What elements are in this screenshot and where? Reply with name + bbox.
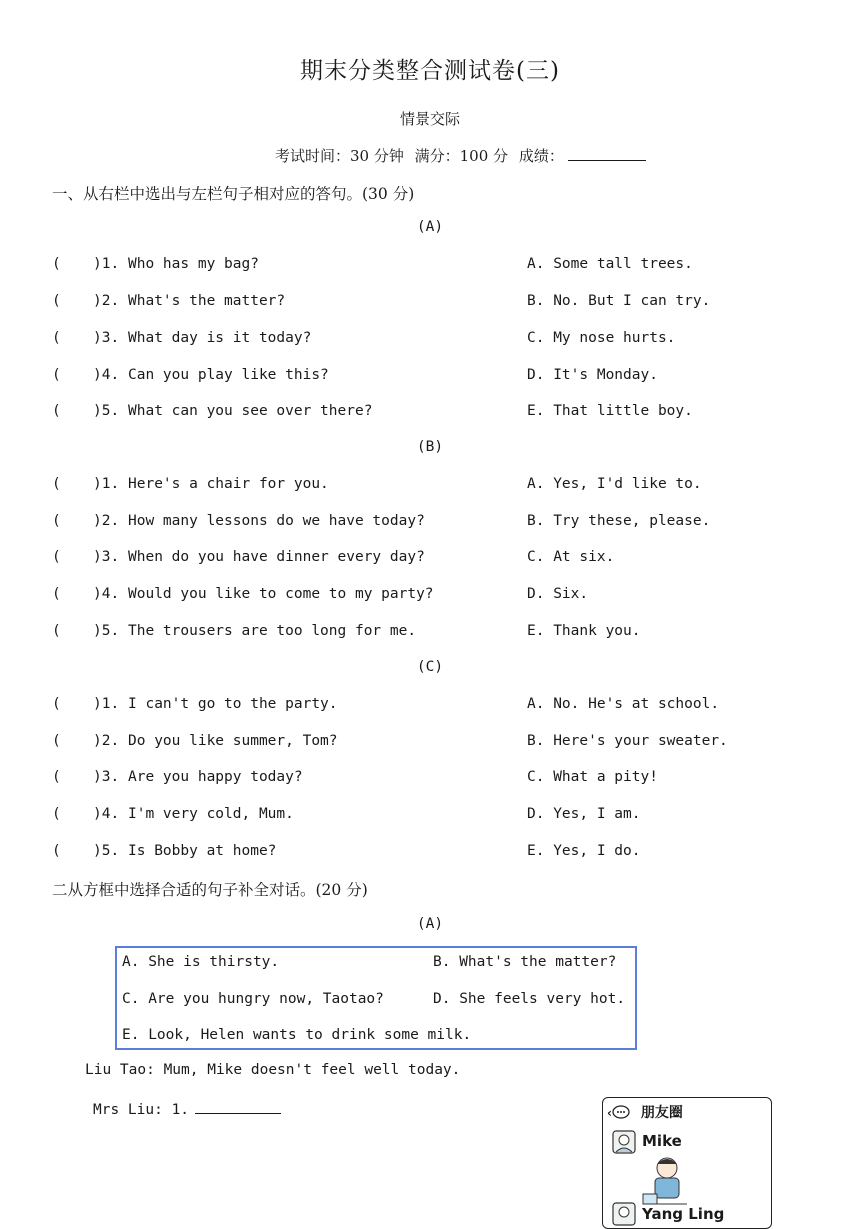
question-number: )4. [93,806,120,822]
answer-option: D. It's Monday. [527,367,658,383]
question-text: Are you happy today? [128,769,303,785]
box-option: B. What's the matter? [433,954,617,970]
boy-illustration [637,1154,697,1206]
answer-blank[interactable] [195,1099,281,1114]
question-text: Who has my bag? [128,256,259,272]
section2-heading: 二从方框中选择合适的句子补全对话。(20 分) [52,881,368,899]
answer-option: C. At six. [527,549,615,565]
answer-paren[interactable]: ( [52,806,61,822]
moments-name: Mike [642,1132,682,1150]
question-number: )4. [93,586,120,602]
group-label: (A) [416,219,444,235]
answer-option: A. Some tall trees. [527,256,693,272]
question-number: )3. [93,549,120,565]
question-number: )4. [93,367,120,383]
answer-option: D. Six. [527,586,589,602]
answer-paren[interactable]: ( [52,769,61,785]
exam-meta [275,145,646,166]
answer-option: B. No. But I can try. [527,293,711,309]
grade-blank[interactable] [568,146,646,161]
section1-heading: 一、从右栏中选出与左栏句子相对应的答句。(30 分) [52,185,415,203]
answer-paren[interactable]: ( [52,733,61,749]
moments-title: 朋友圈 [640,1105,683,1121]
avatar-icon [612,1130,636,1154]
question-number: )2. [93,733,120,749]
question-text: Do you like summer, Tom? [128,733,338,749]
box-option: E. Look, Helen wants to drink some milk. [122,1027,472,1043]
question-text: The trousers are too long for me. [128,623,417,639]
chat-bubble-icon [612,1105,630,1119]
question-number: )3. [93,330,120,346]
answer-paren[interactable]: ( [52,843,61,859]
time-label: 考试时间：30 分钟 [275,147,404,165]
question-text: Is Bobby at home? [128,843,277,859]
answer-paren[interactable]: ( [52,623,61,639]
page-subtitle: 情景交际 [399,110,460,128]
question-number: )3. [93,769,120,785]
group-label: (C) [416,659,444,675]
question-text: What can you see over there? [128,403,373,419]
question-number: )2. [93,513,120,529]
answer-option: B. Here's your sweater. [527,733,728,749]
group-label: (B) [416,439,444,455]
score-label: 满分：100 分 [414,147,509,165]
answer-option: C. My nose hurts. [527,330,676,346]
grade-label: 成绩： [518,147,564,165]
answer-option: B. Try these, please. [527,513,711,529]
answer-option: E. That little boy. [527,403,693,419]
answer-paren[interactable]: ( [52,293,61,309]
question-text: Here's a chair for you. [128,476,329,492]
question-text: I'm very cold, Mum. [128,806,294,822]
question-text: What day is it today? [128,330,312,346]
question-number: )5. [93,843,120,859]
answer-option: D. Yes, I am. [527,806,641,822]
answer-paren[interactable]: ( [52,256,61,272]
moments-header [607,1102,683,1122]
moments-name: Yang Ling [642,1205,725,1223]
back-icon: ‹ [607,1106,612,1120]
answer-option: E. Yes, I do. [527,843,641,859]
question-number: )5. [93,403,120,419]
question-text: I can't go to the party. [128,696,338,712]
answer-paren[interactable]: ( [52,403,61,419]
page-title: 期末分类整合测试卷(三) [300,58,560,84]
dialogue-speaker: Mrs Liu: 1. [93,1102,190,1118]
question-text: Can you play like this? [128,367,329,383]
dialogue-line: Liu Tao: Mum, Mike doesn't feel well today. [85,1062,461,1078]
moments-card [602,1097,772,1229]
avatar-icon [612,1202,636,1226]
answer-paren[interactable]: ( [52,513,61,529]
answer-paren[interactable]: ( [52,696,61,712]
question-text: Would you like to come to my party? [128,586,434,602]
question-number: )5. [93,623,120,639]
answer-option: A. Yes, I'd like to. [527,476,702,492]
answer-option: E. Thank you. [527,623,641,639]
box-option: A. She is thirsty. [122,954,280,970]
question-number: )1. [93,476,120,492]
box-option: C. Are you hungry now, Taotao? [122,991,384,1007]
question-text: What's the matter? [128,293,286,309]
question-text: When do you have dinner every day? [128,549,425,565]
options-box [115,946,637,1050]
answer-option: C. What a pity! [527,769,658,785]
question-number: )1. [93,696,120,712]
answer-paren[interactable]: ( [52,367,61,383]
answer-paren[interactable]: ( [52,476,61,492]
group-label: (A) [416,916,444,932]
answer-paren[interactable]: ( [52,549,61,565]
question-number: )1. [93,256,120,272]
answer-paren[interactable]: ( [52,330,61,346]
answer-option: A. No. He's at school. [527,696,720,712]
box-option: D. She feels very hot. [433,991,626,1007]
question-number: )2. [93,293,120,309]
answer-paren[interactable]: ( [52,586,61,602]
dialogue-line [93,1099,281,1118]
question-text: How many lessons do we have today? [128,513,425,529]
